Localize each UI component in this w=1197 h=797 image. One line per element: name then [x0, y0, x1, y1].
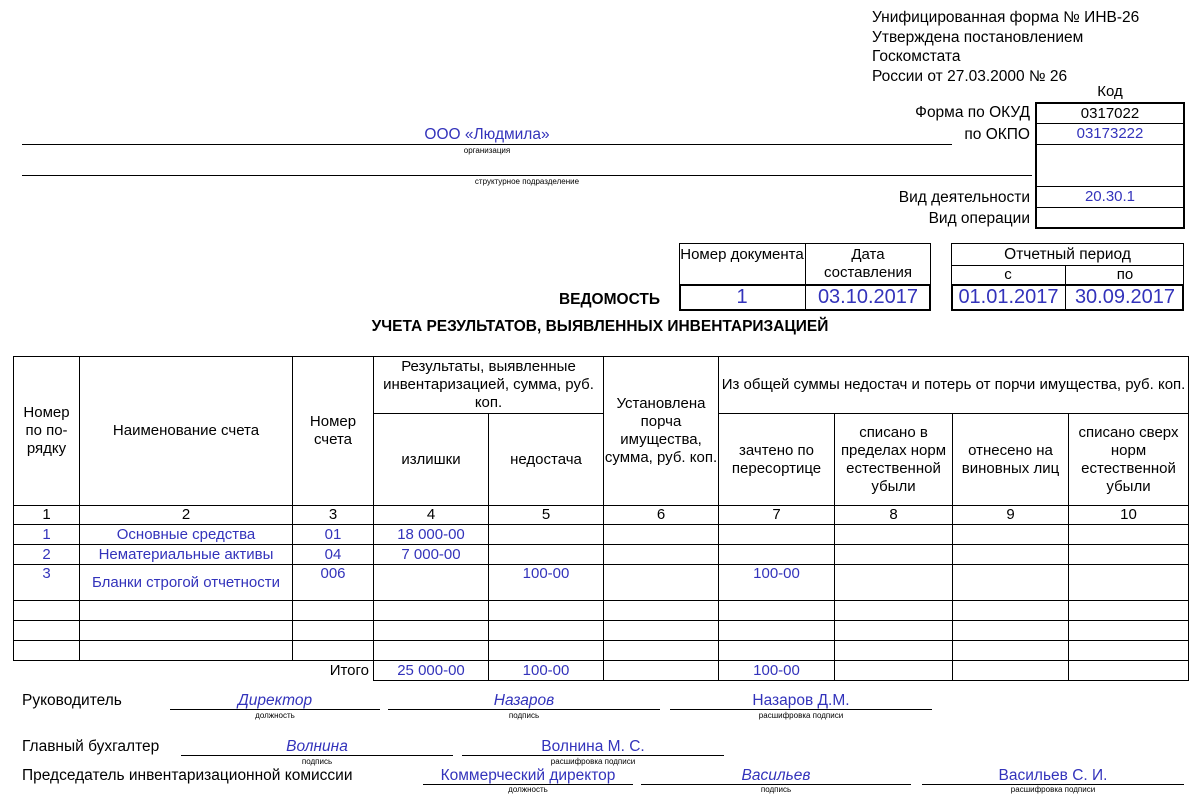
header-above-norms: списано сверх норм естественной убыли: [1069, 414, 1189, 506]
head-position: Директор: [237, 692, 313, 709]
activity-label: Вид деятельности: [898, 189, 1030, 206]
accountant-signature-caption: подпись: [301, 757, 333, 766]
accountant-name: Волнина М. С.: [541, 738, 645, 755]
cell: [1069, 621, 1189, 641]
cell: [293, 601, 374, 621]
cell: [80, 621, 293, 641]
okpo-value: 03173222: [1035, 123, 1185, 145]
table-row: [14, 565, 1189, 601]
cell: [489, 621, 604, 641]
cell: [835, 565, 953, 601]
table-row: [14, 641, 1189, 661]
subdivision-caption: структурное подразделение: [474, 177, 580, 186]
cell: [953, 545, 1069, 565]
header-from-total: Из общей суммы недостач и потерь от порчи имущества, руб. коп.: [719, 357, 1189, 414]
cell: 3: [14, 565, 80, 601]
cell: 100-00: [719, 565, 835, 601]
form-header-line: России от 27.03.2000 № 26: [872, 67, 1068, 85]
cell: [604, 641, 719, 661]
cell: [953, 621, 1069, 641]
col-number: 7: [719, 506, 835, 525]
table-row: [14, 525, 1189, 545]
cell: Нематериальные активы: [80, 545, 293, 565]
period-to: 30.09.2017: [1074, 286, 1176, 308]
cell: [80, 601, 293, 621]
col-number: 3: [293, 506, 374, 525]
cell: [719, 525, 835, 545]
cell: [835, 601, 953, 621]
table-row: [14, 601, 1189, 621]
accountant-name-caption: расшифровка подписи: [550, 757, 636, 766]
period-from: 01.01.2017: [958, 286, 1059, 308]
col-number: 2: [80, 506, 293, 525]
cell: [1069, 525, 1189, 545]
cell: [14, 601, 80, 621]
cell: [604, 601, 719, 621]
operation-label: Вид операции: [928, 210, 1030, 227]
cell: [374, 621, 489, 641]
doc-number: 1: [736, 286, 748, 308]
cell: [80, 641, 293, 661]
cell: [719, 601, 835, 621]
okud-value: 0317022: [1035, 102, 1185, 124]
cell: [835, 621, 953, 641]
header-results: Результаты, выявленные инвентаризацией, сумма, руб. коп.: [374, 357, 604, 414]
total-shortage: 100-00: [489, 661, 604, 681]
doc-subtitle: УЧЕТА РЕЗУЛЬТАТОВ, ВЫЯВЛЕННЫХ ИНВЕНТАРИЗАЦИЕЙ: [371, 318, 829, 335]
total-culprits: [953, 661, 1069, 681]
head-signature-line: [388, 709, 660, 710]
cell: [14, 641, 80, 661]
header-culprits: отнесено на виновных лиц: [953, 414, 1069, 506]
cell: [953, 641, 1069, 661]
cell: [293, 641, 374, 661]
chair-name-caption: расшифровка подписи: [1010, 785, 1096, 794]
organization-line: [22, 144, 952, 145]
total-damage: [604, 661, 719, 681]
cell: 18 000-00: [374, 525, 489, 545]
form-header-line: Госкомстата: [872, 48, 961, 65]
doc-date-header: Дата составления: [823, 246, 913, 281]
cell: Бланки строгой отчетности: [80, 565, 293, 601]
accountant-signature: Волнина: [286, 738, 348, 755]
cell: [293, 621, 374, 641]
total-regrading: 100-00: [719, 661, 835, 681]
code-header: Код: [1097, 83, 1123, 100]
header-name: Наименование счета: [80, 357, 293, 506]
col-number: 4: [374, 506, 489, 525]
accountant-signature-line: [181, 755, 453, 756]
cell: [1069, 545, 1189, 565]
col-number: 6: [604, 506, 719, 525]
organization-name: ООО «Людмила»: [424, 126, 550, 143]
cell: [489, 545, 604, 565]
cell: [489, 525, 604, 545]
period-header: Отчетный период: [1004, 246, 1131, 263]
doc-number-header: Номер документа: [680, 246, 804, 263]
chair-signature-caption: подпись: [760, 785, 792, 794]
period-to-label: по: [1116, 266, 1134, 283]
chair-position-caption: должность: [508, 785, 548, 794]
cell: [374, 641, 489, 661]
cell: [835, 545, 953, 565]
activity-value: 20.30.1: [1035, 186, 1185, 208]
head-signature: Назаров: [493, 692, 555, 709]
total-row: [14, 661, 1189, 681]
chair-signature: Васильев: [741, 767, 811, 784]
cell: [953, 525, 1069, 545]
cell: 1: [14, 525, 80, 545]
col-number: 10: [1069, 506, 1189, 525]
cell: [953, 565, 1069, 601]
doc-title: ВЕДОМОСТЬ: [558, 291, 660, 308]
period-from-label: с: [1004, 266, 1012, 283]
cell: 01: [293, 525, 374, 545]
head-position-caption: должность: [255, 711, 295, 720]
header-shortage: недостача: [489, 414, 604, 506]
chair-label: Председатель инвентаризационной комиссии: [22, 767, 353, 784]
table-row: [14, 621, 1189, 641]
cell: [604, 565, 719, 601]
form-header: [872, 8, 1139, 86]
col-number: 1: [14, 506, 80, 525]
total-above: [1069, 661, 1189, 681]
cell: [14, 621, 80, 641]
okud-label: Форма по ОКУД: [915, 104, 1030, 121]
table-row: [14, 545, 1189, 565]
column-numbers-row: [14, 506, 1189, 525]
cell: 100-00: [489, 565, 604, 601]
header-num: Номер по по-рядку: [14, 357, 80, 506]
cell: [835, 641, 953, 661]
accountant-label: Главный бухгалтер: [22, 738, 160, 755]
head-name: Назаров Д.М.: [752, 692, 850, 709]
chair-position: Коммерческий директор: [440, 767, 616, 784]
cell: [835, 525, 953, 545]
col-number: 5: [489, 506, 604, 525]
head-label: Руководитель: [22, 692, 122, 709]
cell: [1069, 565, 1189, 601]
total-surplus: 25 000-00: [374, 661, 489, 681]
cell: 2: [14, 545, 80, 565]
subdivision-line: [22, 175, 1032, 176]
cell: [953, 601, 1069, 621]
header-damage: Установлена порча имущества, сумма, руб. коп.: [604, 357, 719, 506]
cell: 006: [293, 565, 374, 601]
total-within: [835, 661, 953, 681]
cell: [719, 545, 835, 565]
cell: [604, 621, 719, 641]
cell: [1069, 601, 1189, 621]
col-number: 9: [953, 506, 1069, 525]
cell: 04: [293, 545, 374, 565]
col-number: 8: [835, 506, 953, 525]
subdivision-code: [1035, 144, 1185, 187]
cell: [1069, 641, 1189, 661]
head-signature-caption: подпись: [508, 711, 540, 720]
results-table: [13, 356, 1189, 681]
header-within-norms: списано в пределах норм естественной убыли: [835, 414, 953, 506]
okpo-label: по ОКПО: [964, 126, 1030, 143]
header-account: Номер счета: [293, 357, 374, 506]
doc-date: 03.10.2017: [817, 286, 919, 308]
chair-name: Васильев С. И.: [998, 767, 1108, 784]
total-label: Итого: [14, 661, 374, 681]
cell: [374, 601, 489, 621]
cell: [604, 545, 719, 565]
head-position-line: [170, 709, 380, 710]
cell: [489, 641, 604, 661]
accountant-name-line: [462, 755, 724, 756]
cell: [719, 641, 835, 661]
cell: [719, 621, 835, 641]
form-header-line: Унифицированная форма № ИНВ-26: [872, 9, 1140, 26]
header-surplus: излишки: [374, 414, 489, 506]
operation-value: [1035, 207, 1185, 229]
cell: [374, 565, 489, 601]
cell: 7 000-00: [374, 545, 489, 565]
organization-caption: организация: [463, 146, 511, 155]
head-name-caption: расшифровка подписи: [758, 711, 844, 720]
header-regrading: зачтено по пересортице: [719, 414, 835, 506]
cell: [604, 525, 719, 545]
cell: [489, 601, 604, 621]
head-name-line: [670, 709, 932, 710]
cell: Основные средства: [80, 525, 293, 545]
form-header-line: Утверждена постановлением: [872, 28, 1084, 46]
